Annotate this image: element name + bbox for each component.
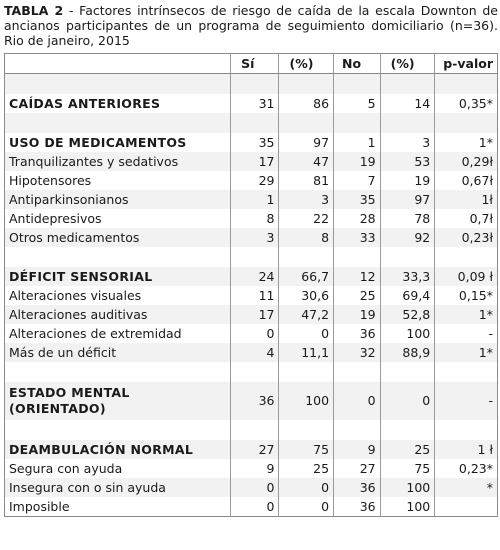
cell-no: 9: [334, 440, 381, 459]
cell-si: 0: [231, 324, 279, 343]
cell-no: 1: [334, 133, 381, 152]
spacer-cell: [231, 113, 279, 133]
cell-pct-si: 8: [279, 228, 334, 247]
spacer-cell: [5, 113, 231, 133]
cell-p-valor: -: [435, 382, 498, 420]
cell-p-valor: 0,29ł: [435, 152, 498, 171]
spacer-cell: [435, 74, 498, 95]
spacer-cell: [380, 362, 435, 382]
spacer-cell: [279, 420, 334, 440]
spacer-cell: [380, 113, 435, 133]
spacer-cell: [231, 362, 279, 382]
spacer-cell: [380, 74, 435, 95]
spacer-cell: [334, 362, 381, 382]
cell-pct-si: 86: [279, 94, 334, 113]
cell-p-valor: 1ł: [435, 190, 498, 209]
cell-si: 17: [231, 152, 279, 171]
cell-pct-si: 0: [279, 324, 334, 343]
row-label-line: (ORIENTADO): [9, 401, 106, 416]
cell-pct-no: 19: [380, 171, 435, 190]
cell-pct-no: 78: [380, 209, 435, 228]
cell-no: 36: [334, 497, 381, 517]
cell-pct-no: 52,8: [380, 305, 435, 324]
cell-no: 25: [334, 286, 381, 305]
row-label: USO DE MEDICAMENTOS: [5, 133, 231, 152]
cell-p-valor: 0,23ł: [435, 228, 498, 247]
cell-pct-si: 66,7: [279, 267, 334, 286]
row-label: CAÍDAS ANTERIORES: [5, 94, 231, 113]
spacer-row: [5, 113, 498, 133]
spacer-cell: [279, 113, 334, 133]
spacer-cell: [435, 362, 498, 382]
spacer-cell: [435, 113, 498, 133]
spacer-cell: [435, 420, 498, 440]
row-label: Insegura con o sin ayuda: [5, 478, 231, 497]
cell-p-valor: 0,09 ł: [435, 267, 498, 286]
spacer-cell: [231, 247, 279, 267]
row-label: Alteraciones de extremidad: [5, 324, 231, 343]
cell-p-valor: 1*: [435, 305, 498, 324]
cell-pct-no: 69,4: [380, 286, 435, 305]
row-label: Antiparkinsonianos: [5, 190, 231, 209]
spacer-cell: [334, 247, 381, 267]
cell-pct-no: 14: [380, 94, 435, 113]
row-label: Antidepresivos: [5, 209, 231, 228]
cell-no: 7: [334, 171, 381, 190]
cell-si: 1: [231, 190, 279, 209]
spacer-cell: [231, 420, 279, 440]
cell-pct-si: 25: [279, 459, 334, 478]
spacer-cell: [5, 420, 231, 440]
spacer-row: [5, 247, 498, 267]
cell-si: 24: [231, 267, 279, 286]
table-row: [5, 305, 498, 324]
cell-no: 19: [334, 152, 381, 171]
spacer-cell: [279, 362, 334, 382]
cell-si: 11: [231, 286, 279, 305]
cell-pct-no: 53: [380, 152, 435, 171]
category-row: [5, 94, 498, 113]
spacer-cell: [334, 420, 381, 440]
cell-no: 36: [334, 324, 381, 343]
row-label: DEAMBULACIÓN NORMAL: [5, 440, 231, 459]
cell-no: 28: [334, 209, 381, 228]
cell-no: 27: [334, 459, 381, 478]
row-label: Segura con ayuda: [5, 459, 231, 478]
cell-pct-no: 75: [380, 459, 435, 478]
cell-p-valor: -: [488, 326, 493, 341]
spacer-cell: [5, 74, 231, 95]
spacer-cell: [380, 247, 435, 267]
cell-pct-no: 25: [380, 440, 435, 459]
category-row: [5, 440, 498, 459]
table-row: [5, 209, 498, 228]
cell-pct-no: 92: [380, 228, 435, 247]
row-label: Tranquilizantes y sedativos: [5, 152, 231, 171]
cell-si: 17: [231, 305, 279, 324]
row-label: [5, 382, 231, 420]
header-pct-no: (%): [380, 54, 435, 74]
table-row: [5, 286, 498, 305]
table-row: [5, 343, 498, 362]
cell-p-valor: [435, 497, 498, 517]
table-row: [5, 152, 498, 171]
table-row: [5, 459, 498, 478]
cell-pct-si: 47: [279, 152, 334, 171]
cell-pct-no: 100: [380, 324, 435, 343]
cell-p-valor: 1*: [478, 135, 493, 150]
table-caption: [4, 3, 498, 48]
spacer-cell: [5, 247, 231, 267]
header-si: Sí: [231, 54, 279, 74]
cell-no: 12: [334, 267, 381, 286]
header-empty: [5, 54, 231, 74]
cell-pct-si: 81: [279, 171, 334, 190]
cell-si: 36: [231, 382, 279, 420]
header-no: No: [334, 54, 381, 74]
cell-p-valor: 1 ł: [435, 440, 498, 459]
cell-no: 5: [334, 94, 381, 113]
row-label: Más de un déficit: [5, 343, 231, 362]
table-row: [5, 497, 498, 517]
row-label: Hipotensores: [5, 171, 231, 190]
category-row: [5, 267, 498, 286]
table-row: [5, 478, 498, 497]
cell-si: 27: [231, 440, 279, 459]
cell-p-valor: 0,67ł: [461, 173, 493, 188]
cell-pct-no: 100: [380, 478, 435, 497]
cell-p-valor: 0,7ł: [469, 211, 493, 226]
cell-pct-no: 100: [380, 497, 435, 517]
risk-factors-table: [4, 53, 498, 517]
cell-si: 4: [231, 343, 279, 362]
cell-pct-si: 100: [279, 382, 334, 420]
caption-label: TABLA 2: [4, 3, 64, 18]
row-label: Alteraciones auditivas: [5, 305, 231, 324]
cell-pct-no: 33,3: [380, 267, 435, 286]
cell-pct-no: 3: [380, 133, 435, 152]
cell-si: 29: [231, 171, 279, 190]
cell-p-valor: 0,15*: [458, 288, 493, 303]
table-row: [5, 171, 498, 190]
cell-si: 0: [231, 497, 279, 517]
cell-no: 19: [334, 305, 381, 324]
cell-pct-si: 75: [279, 440, 334, 459]
cell-si: 35: [231, 133, 279, 152]
cell-pct-no: 88,9: [380, 343, 435, 362]
row-label: Alteraciones visuales: [5, 286, 231, 305]
caption-text: - Factores intrínsecos de riesgo de caída de la escala Downton de ancianos participantes de un programa de seguimiento domiciliario (n=36). Rio de janeiro, 2015: [4, 3, 498, 48]
cell-p-valor: *: [435, 478, 498, 497]
spacer-cell: [334, 74, 381, 95]
cell-p-valor: 0,35*: [458, 96, 493, 111]
spacer-cell: [231, 74, 279, 95]
table-row: [5, 324, 498, 343]
cell-si: 9: [231, 459, 279, 478]
cell-p-valor: 1*: [435, 343, 498, 362]
category-row: [5, 382, 498, 420]
category-row: [5, 133, 498, 152]
cell-pct-no: 97: [380, 190, 435, 209]
cell-no: 35: [334, 190, 381, 209]
spacer-row: [5, 362, 498, 382]
header-p-valor: p-valor: [435, 54, 498, 74]
cell-pct-si: 3: [279, 190, 334, 209]
cell-no: 32: [334, 343, 381, 362]
spacer-cell: [380, 420, 435, 440]
row-label-line: ESTADO MENTAL: [9, 385, 130, 400]
table-header-row: [5, 54, 498, 74]
cell-pct-si: 0: [279, 478, 334, 497]
cell-no: 0: [334, 382, 381, 420]
cell-pct-si: 97: [279, 133, 334, 152]
table-row: [5, 190, 498, 209]
row-label: Imposible: [5, 497, 231, 517]
row-label: Otros medicamentos: [5, 228, 231, 247]
spacer-cell: [279, 247, 334, 267]
spacer-cell: [5, 362, 231, 382]
spacer-cell: [334, 113, 381, 133]
cell-pct-si: 47,2: [279, 305, 334, 324]
cell-pct-si: 11,1: [279, 343, 334, 362]
cell-pct-si: 0: [279, 497, 334, 517]
cell-pct-no: 0: [380, 382, 435, 420]
cell-si: 3: [231, 228, 279, 247]
cell-pct-si: 30,6: [279, 286, 334, 305]
cell-pct-si: 22: [279, 209, 334, 228]
spacer-row: [5, 74, 498, 95]
cell-si: 31: [231, 94, 279, 113]
spacer-cell: [435, 247, 498, 267]
cell-p-valor: 0,23*: [458, 461, 493, 476]
spacer-cell: [279, 74, 334, 95]
spacer-row: [5, 420, 498, 440]
cell-no: 36: [334, 478, 381, 497]
row-label: DÉFICIT SENSORIAL: [5, 267, 231, 286]
table-row: [5, 228, 498, 247]
header-pct-si: (%): [279, 54, 334, 74]
cell-si: 8: [231, 209, 279, 228]
cell-no: 33: [334, 228, 381, 247]
cell-si: 0: [231, 478, 279, 497]
